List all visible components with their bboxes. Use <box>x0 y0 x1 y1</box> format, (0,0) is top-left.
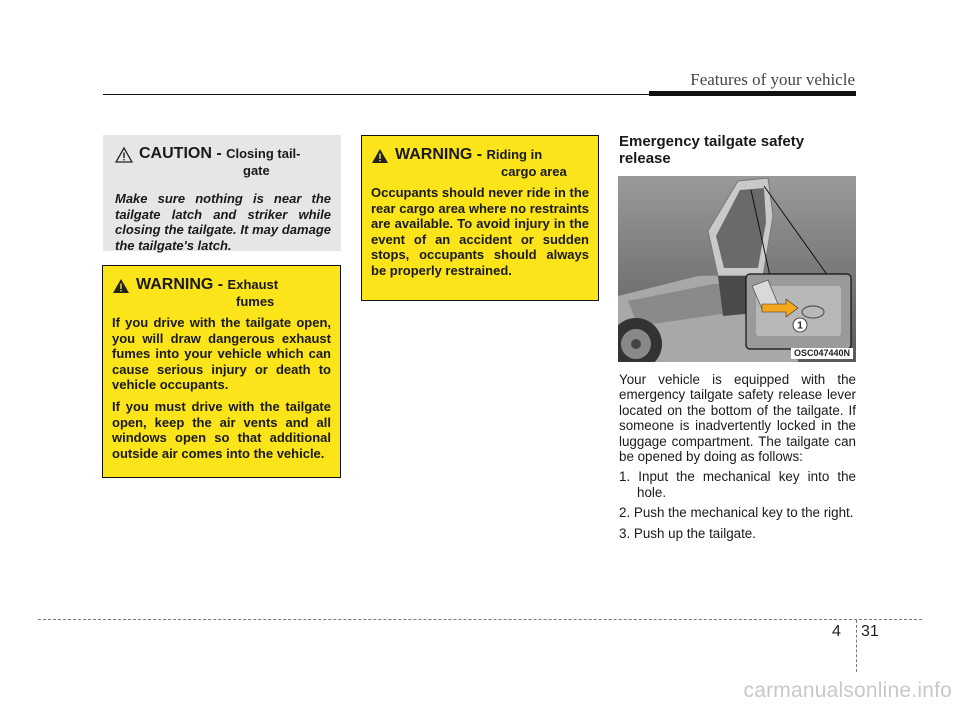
page-number: 31 <box>861 623 879 640</box>
footer-divider <box>856 620 857 672</box>
header-title: Features of your vehicle <box>690 70 855 89</box>
warning-exhaust-box <box>102 265 341 478</box>
watermark: carmanualsonline.info <box>743 679 952 702</box>
warning-cargo-text: Occupants should never ride in the rear cargo area where no restraints are available. To avoid injury in the event of an accident or sudden stops, occupants should always be properly restrained. <box>371 185 589 278</box>
section-body <box>619 372 856 546</box>
caution-text: Make sure nothing is near the tailgate latch and striker while closing the tailgate. It may damage the tailgate's latch. <box>115 191 331 253</box>
warning-exhaust-label: WARNING - <box>136 276 228 293</box>
warning-cargo-header <box>371 146 589 164</box>
warning-cargo-box <box>361 135 599 301</box>
tailgate-figure <box>618 176 856 362</box>
warning-cargo-subtitle-cont: cargo area <box>501 164 567 179</box>
caution-box <box>103 135 341 251</box>
callout-number: 1 <box>797 320 803 332</box>
step-item: 1. Input the mechanical key into the hole. <box>619 469 856 500</box>
warning-exhaust-para-1: If you drive with the tailgate open, you will draw dangerous exhaust fumes into your vehicle which can cause serious injury or death to vehicle occupants. <box>112 315 331 393</box>
caution-subtitle-cont: gate <box>243 163 270 178</box>
warning-triangle-icon <box>371 148 389 164</box>
warning-exhaust-subtitle: Exhaust <box>227 277 279 292</box>
step-item: 2. Push the mechanical key to the right. <box>619 505 854 521</box>
footer-rule <box>38 619 922 620</box>
warning-exhaust-subtitle-cont: fumes <box>236 294 275 309</box>
section-intro: Your vehicle is equipped with the emergency tailgate safety release lever located on the bottom of the tailgate. If someone is inadvertently locked in the luggage compartment. The tailgate can be opened by doing as follows: <box>619 372 856 465</box>
figure-caption: OSC047440N <box>791 348 853 359</box>
section-heading: Emergency tailgate safety release <box>619 133 805 167</box>
chapter-number: 4 <box>832 623 841 640</box>
warning-exhaust-text <box>112 315 331 461</box>
warning-exhaust-header <box>112 276 331 294</box>
warning-triangle-icon <box>112 278 130 294</box>
tailgate-illustration <box>618 176 856 362</box>
steps-list <box>619 469 856 541</box>
header-rule-accent <box>649 91 856 96</box>
step-item: 3. Push up the tailgate. <box>619 525 756 541</box>
caution-subtitle: Closing tail- <box>226 146 301 161</box>
caution-label: CAUTION - <box>139 145 227 162</box>
warning-cargo-label: WARNING - <box>395 146 487 163</box>
warning-cargo-subtitle: Riding in <box>486 147 543 162</box>
caution-header <box>115 145 331 163</box>
caution-triangle-icon <box>115 147 133 163</box>
warning-exhaust-para-2: If you must drive with the tailgate open, keep the air vents and all windows open so that additional outside air comes into the vehicle. <box>112 398 331 461</box>
